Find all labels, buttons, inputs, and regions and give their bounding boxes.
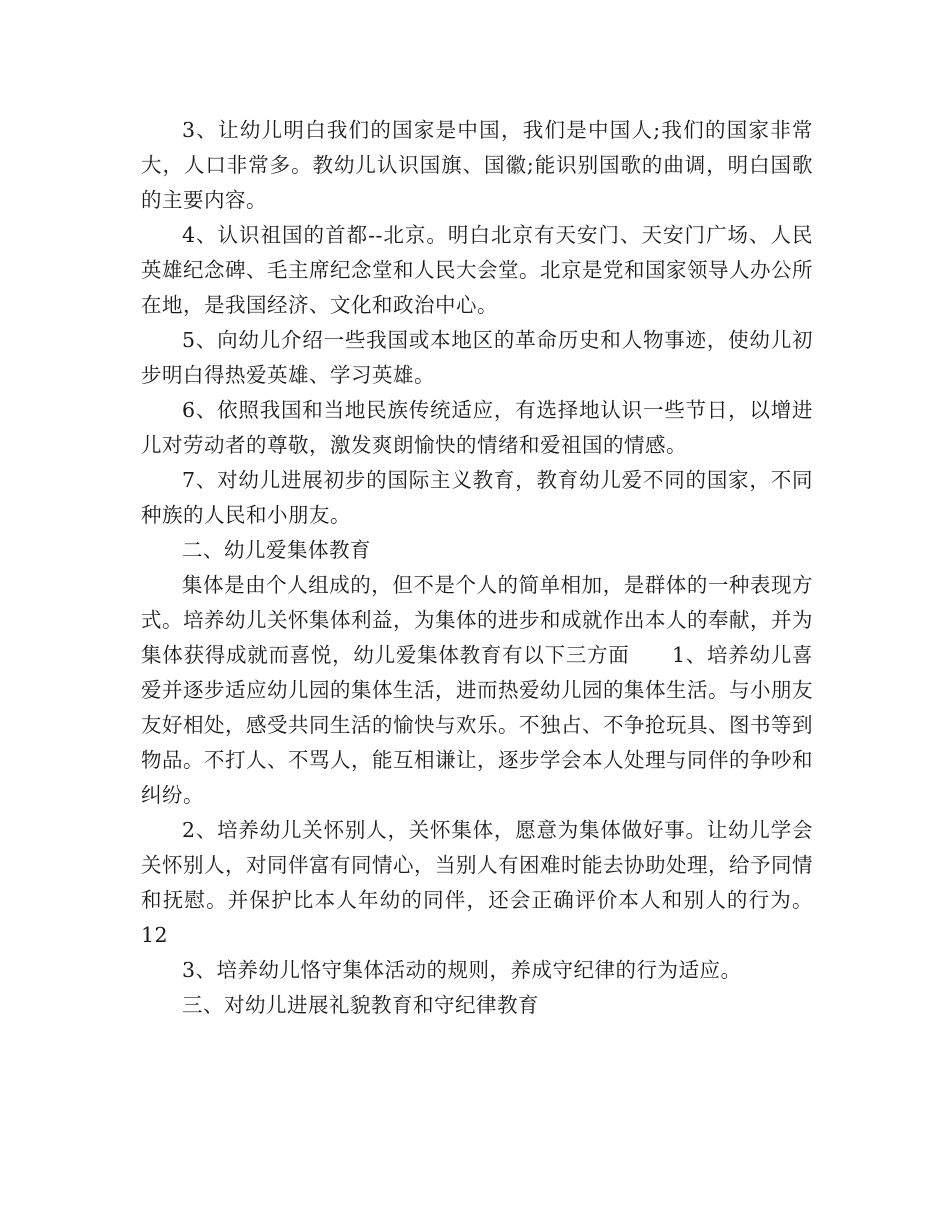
paragraph-3: 3、让幼儿明白我们的国家是中国，我们是中国人;我们的国家非常大，人口非常多。教幼儿认识国旗、国徽;能识别国歌的曲调，明白国歌的主要内容。: [141, 118, 813, 212]
section-heading-2: 二、幼儿爱集体教育: [182, 538, 371, 562]
paragraph-care-others: 2、培养幼儿关怀别人，关怀集体，愿意为集体做好事。让幼儿学会关怀别人，对同伴富有同情心，当别人有困难时能去协助处理，给予同情和抚慰。并保护比本人年幼的同伴，还会正确评价本人和别人的行为。12: [141, 818, 813, 947]
paragraph-6: 6、依照我国和当地民族传统适应，有选择地认识一些节日，以增进儿对劳动者的尊敬，激发爽朗愉快的情绪和爱祖国的情感。: [141, 398, 813, 457]
document-body: [141, 113, 813, 1023]
section-heading-3: 三、对幼儿进展礼貌教育和守纪律教育: [182, 993, 539, 1017]
paragraph-collective: 集体是由个人组成的，但不是个人的简单相加，是群体的一种表现方式。培养幼儿关怀集体利益，为集体的进步和成就作出本人的奉献，并为集体获得成就而喜悦，幼儿爱集体教育有以下三方面 1、培养幼儿喜爱并逐步适应幼儿园的集体生活，进而热爱幼儿园的集体生活。与小朋友友好相处，感受共同生活的愉快与欢乐。不独占、不争抢玩具、图书等到物品。不打人、不骂人，能互相谦让，逐步学会本人处理与同伴的争吵和纠纷。: [141, 573, 813, 807]
paragraph-rules: 3、培养幼儿恪守集体活动的规则，养成守纪律的行为适应。: [182, 958, 742, 982]
paragraph-7: 7、对幼儿进展初步的国际主义教育，教育幼儿爱不同的国家，不同种族的人民和小朋友。: [141, 468, 813, 527]
paragraph-5: 5、向幼儿介绍一些我国或本地区的革命历史和人物事迹，使幼儿初步明白得热爱英雄、学习英雄。: [141, 328, 813, 387]
paragraph-4: 4、认识祖国的首都--北京。明白北京有天安门、天安门广场、人民英雄纪念碑、毛主席纪念堂和人民大会堂。北京是党和国家领导人办公所在地，是我国经济、文化和政治中心。: [141, 223, 813, 317]
